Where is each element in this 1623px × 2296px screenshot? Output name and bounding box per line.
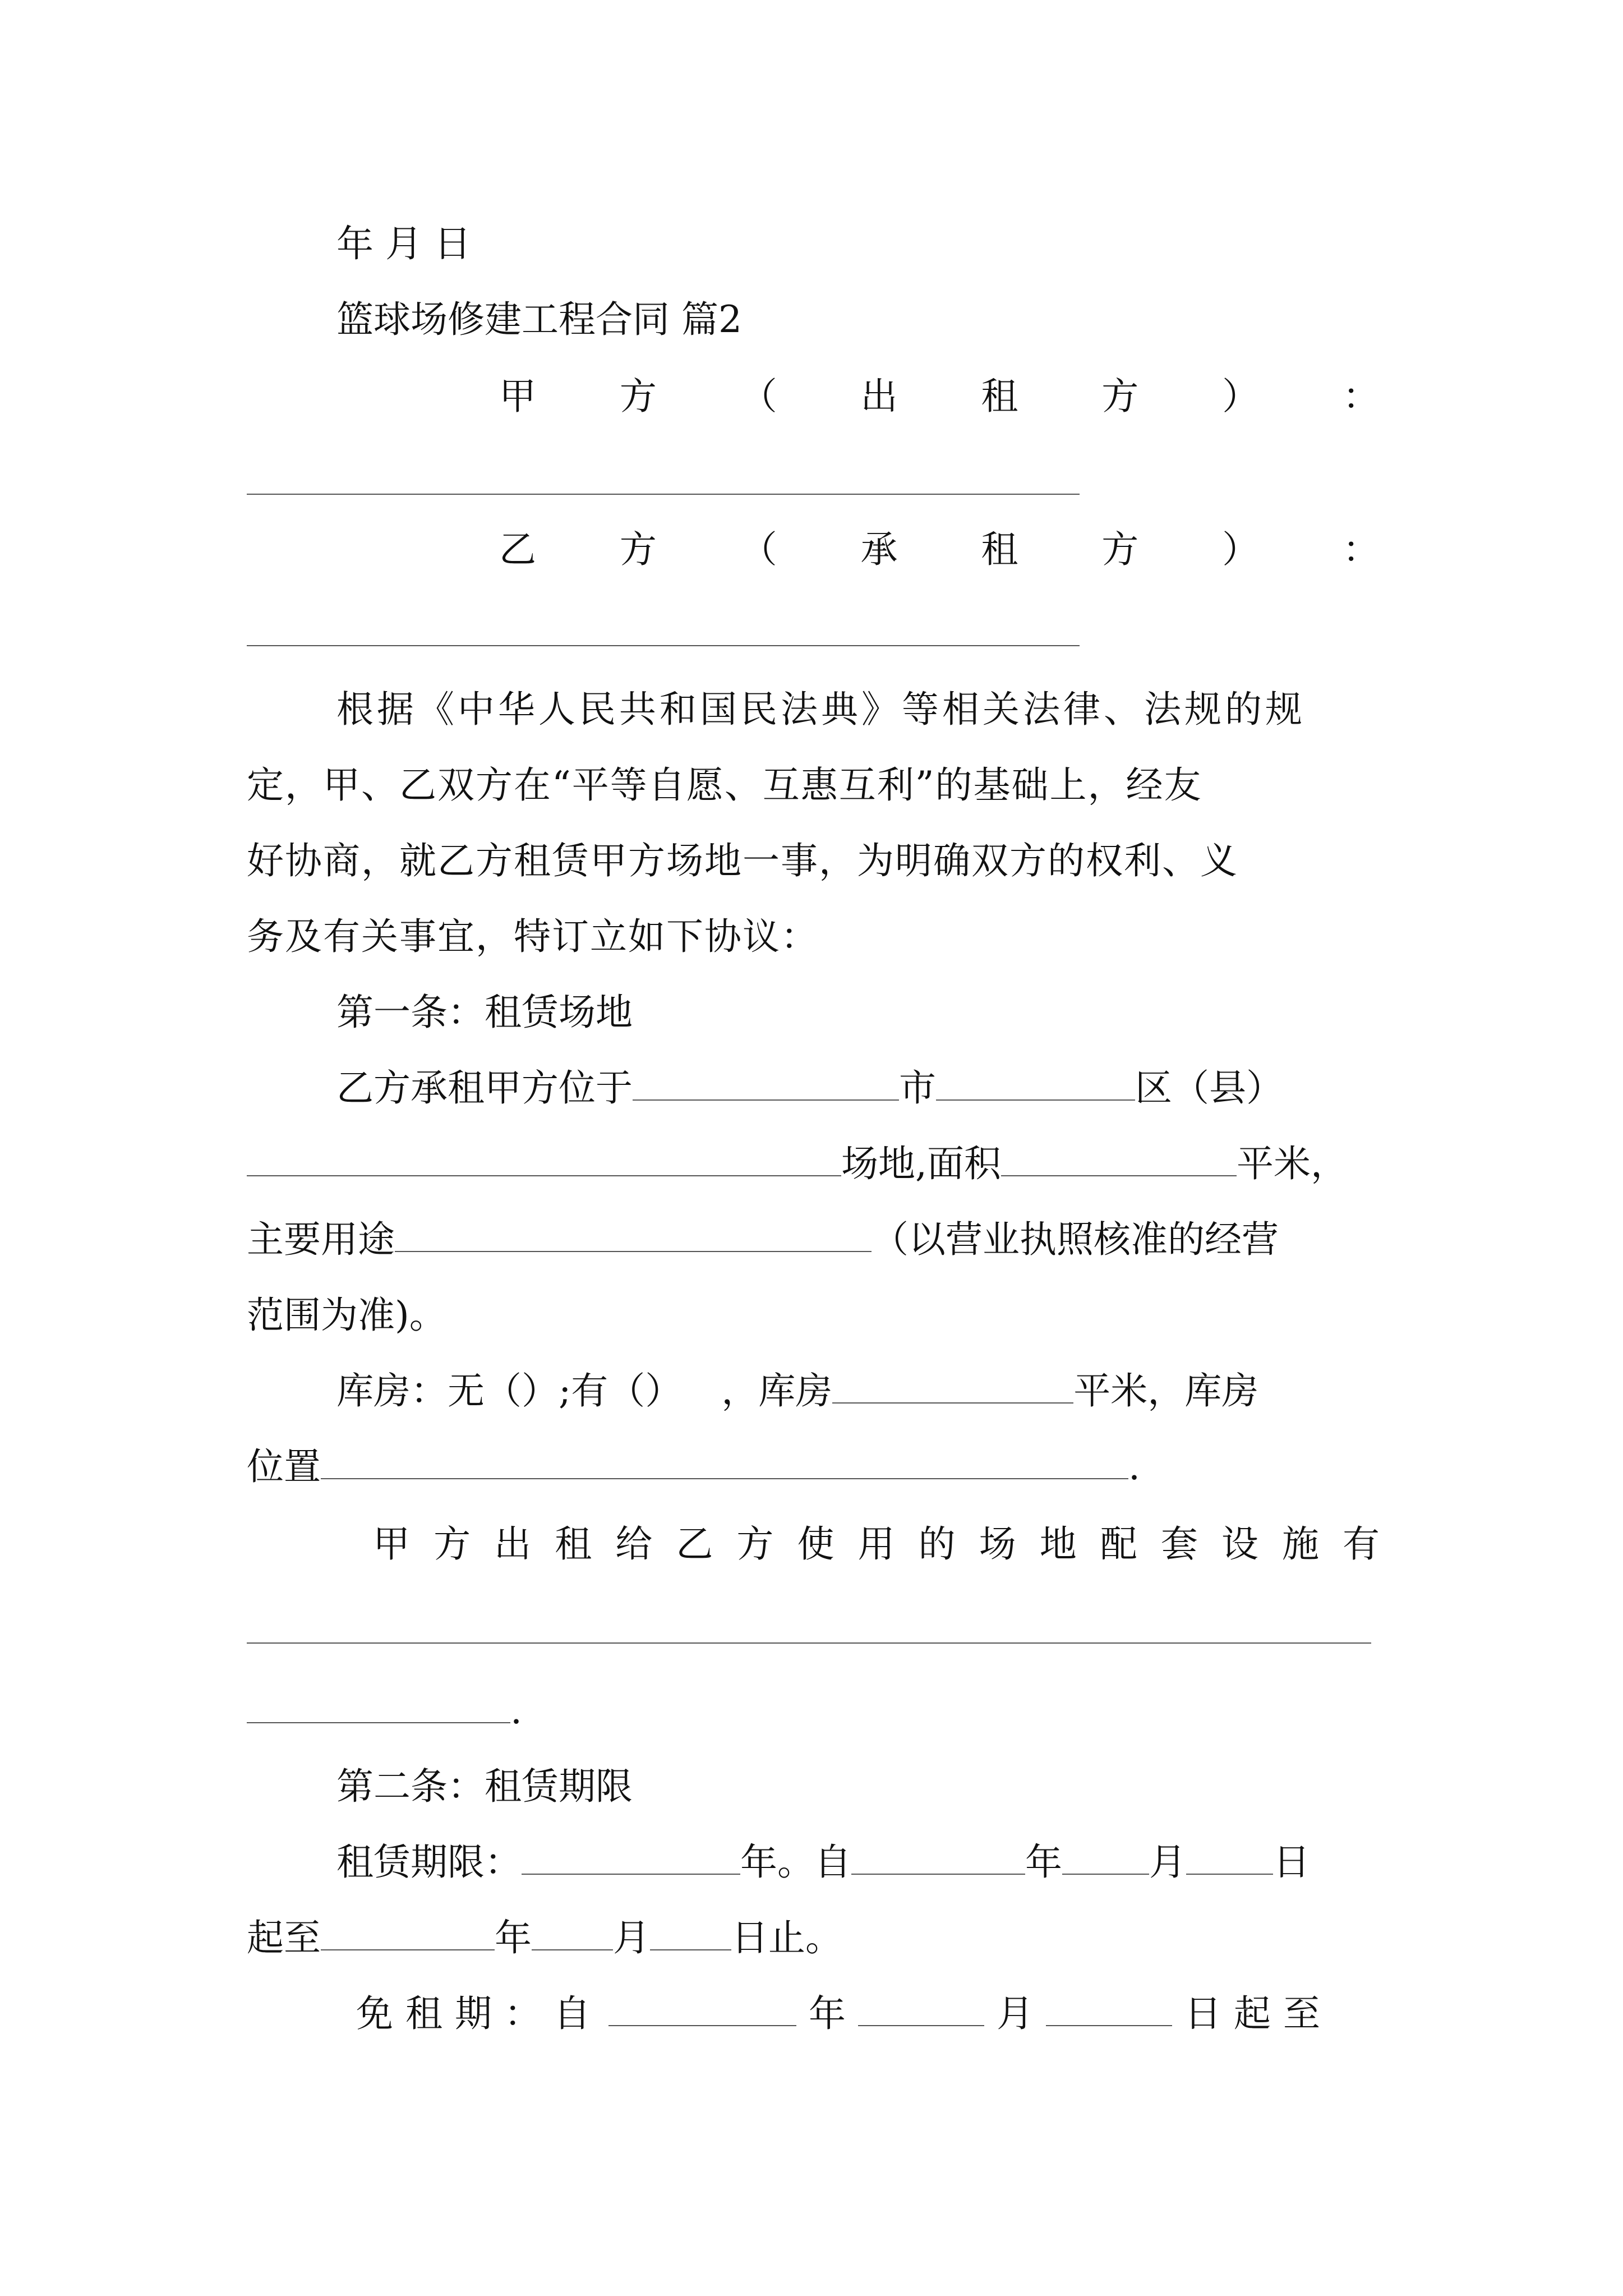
- term-to-label: 起至: [247, 1916, 321, 1959]
- article-1-location-line: [336, 1066, 1283, 1111]
- party-b-char: 方: [1101, 528, 1139, 571]
- storage-line: [336, 1369, 1258, 1414]
- term-label: 租赁期限：: [336, 1841, 522, 1884]
- end-day-blank: [650, 1917, 731, 1950]
- facilities-char: 套: [1160, 1522, 1198, 1566]
- district-blank: [936, 1067, 1135, 1101]
- position-blank: [321, 1446, 1128, 1479]
- facilities-line: [373, 1522, 1380, 1567]
- party-b-label: [499, 527, 1380, 572]
- rent-free-end-char: 日: [1184, 1992, 1234, 2035]
- rent-free-char: 租: [405, 1992, 455, 2035]
- term-years-blank: [522, 1841, 740, 1875]
- party-b-char: ：: [1342, 528, 1380, 571]
- facilities-char: 使: [797, 1522, 834, 1566]
- facilities-char: 租: [555, 1522, 592, 1566]
- party-a-char: 方: [1101, 375, 1139, 418]
- party-b-char: （: [740, 528, 777, 571]
- facilities-char: 乙: [676, 1522, 713, 1566]
- facilities-char: 的: [918, 1522, 956, 1566]
- facilities-char: 配: [1100, 1522, 1137, 1566]
- term-line-2: [247, 1916, 842, 1961]
- storage-position-line: [247, 1444, 1140, 1489]
- free-day-blank: [1046, 1993, 1172, 2026]
- free-year-blank: [608, 1993, 796, 2026]
- facilities-char: 设: [1221, 1522, 1258, 1566]
- end-year-label: 年: [495, 1916, 532, 1959]
- city-blank: [633, 1067, 899, 1101]
- facilities-blank-1: [247, 1642, 1371, 1644]
- free-year-label: 年: [809, 1992, 846, 2035]
- facilities-blank-2: [247, 1690, 510, 1723]
- end-month-label: 月: [613, 1916, 650, 1959]
- party-a-char: ：: [1342, 375, 1380, 418]
- area-blank: [1001, 1143, 1237, 1176]
- rent-free-char: 免: [356, 1992, 405, 2035]
- facilities-char: 给: [615, 1522, 653, 1566]
- party-a-blank: [247, 494, 1080, 495]
- area-label: 场地,面积: [841, 1142, 1001, 1185]
- rent-free-end-char: 起: [1234, 1992, 1283, 2035]
- rent-free-label: [356, 1992, 603, 2035]
- usage-label: 主要用途: [247, 1218, 395, 1261]
- facilities-char: 方: [434, 1522, 471, 1566]
- city-label: 市: [899, 1066, 936, 1110]
- end-day-label: 日止。: [731, 1916, 842, 1959]
- free-month-blank: [858, 1993, 984, 2026]
- storage-area-blank: [832, 1370, 1073, 1404]
- facilities-char: 方: [736, 1522, 774, 1566]
- site-blank: [247, 1143, 841, 1176]
- free-month-label: 月: [997, 1992, 1034, 2035]
- party-a-char: ）: [1222, 375, 1260, 418]
- facilities-char: 甲: [373, 1522, 410, 1566]
- position-label: 位置: [247, 1445, 321, 1488]
- facilities-period: .: [510, 1689, 522, 1732]
- article-1-area-line: [247, 1142, 1348, 1186]
- article-1-heading: 第一条：租赁场地: [336, 991, 633, 1034]
- rent-free-line: [356, 1991, 1332, 2036]
- end-month-blank: [532, 1917, 613, 1950]
- facilities-char: 出: [494, 1522, 532, 1566]
- facilities-char: 施: [1281, 1522, 1319, 1566]
- party-b-blank: [247, 645, 1080, 646]
- facilities-char: 地: [1039, 1522, 1077, 1566]
- rent-free-char: ：: [504, 1992, 554, 2035]
- facilities-char: 用: [857, 1522, 895, 1566]
- party-a-char: （: [740, 375, 777, 418]
- end-year-blank: [321, 1917, 495, 1950]
- position-period: .: [1128, 1445, 1140, 1488]
- facilities-char: 有: [1343, 1522, 1380, 1566]
- rent-free-char: 自: [554, 1992, 603, 2035]
- start-day-blank: [1186, 1841, 1273, 1875]
- party-b-char: ）: [1222, 528, 1260, 571]
- facilities-blank-line-2: [247, 1688, 522, 1733]
- location-label: 乙方承租甲方位于: [336, 1066, 633, 1110]
- start-year-blank: [851, 1841, 1025, 1875]
- term-line-1: [336, 1840, 1310, 1885]
- start-month-blank: [1062, 1841, 1149, 1875]
- party-b-char: 方: [619, 528, 657, 571]
- storage-label: ，库房: [721, 1369, 833, 1412]
- start-year-label: 年: [1025, 1841, 1062, 1884]
- party-b-char: 乙: [499, 528, 536, 571]
- party-a-label: [499, 374, 1380, 419]
- start-month-label: 月: [1149, 1841, 1186, 1884]
- storage-options: 库房：无（）;有（）: [336, 1369, 683, 1412]
- area-unit: 平米，: [1236, 1142, 1348, 1185]
- intro-line-3: 好协商，就乙方租赁甲方场地一事，为明确双方的权利、义: [247, 839, 1238, 882]
- intro-line-1: 根据《中华人民共和国民法典》等相关法律、法规的规: [336, 688, 1306, 731]
- rent-free-end-char: 至: [1283, 1992, 1332, 2035]
- contract-title: 篮球场修建工程合同 篇2: [336, 298, 742, 341]
- article-2-heading: 第二条：租赁期限: [336, 1765, 633, 1808]
- storage-unit-label: 平米，库房: [1073, 1369, 1259, 1412]
- party-a-char: 出: [860, 375, 898, 418]
- district-label: 区（县）: [1135, 1066, 1283, 1110]
- party-b-char: 租: [981, 528, 1018, 571]
- party-a-char: 方: [619, 375, 657, 418]
- party-a-char: 甲: [499, 375, 536, 418]
- party-a-char: 租: [981, 375, 1018, 418]
- rent-free-end: [1184, 1992, 1332, 2035]
- date-line: 年 月 日: [336, 222, 471, 265]
- party-b-char: 承: [860, 528, 898, 571]
- usage-blank: [395, 1218, 872, 1252]
- start-day-label: 日: [1273, 1841, 1310, 1884]
- article-1-scope-line: 范围为准)。: [247, 1294, 446, 1337]
- rent-free-char: 期: [455, 1992, 504, 2035]
- facilities-char: 场: [979, 1522, 1016, 1566]
- article-1-usage-line: [247, 1217, 1279, 1262]
- intro-line-4: 务及有关事宜，特订立如下协议：: [247, 915, 819, 958]
- usage-note: （以营业执照核准的经营: [872, 1218, 1279, 1261]
- intro-line-2: 定，甲、乙双方在“平等自愿、互惠互利”的基础上，经友: [247, 763, 1202, 807]
- term-from-label: 年。自: [740, 1841, 851, 1884]
